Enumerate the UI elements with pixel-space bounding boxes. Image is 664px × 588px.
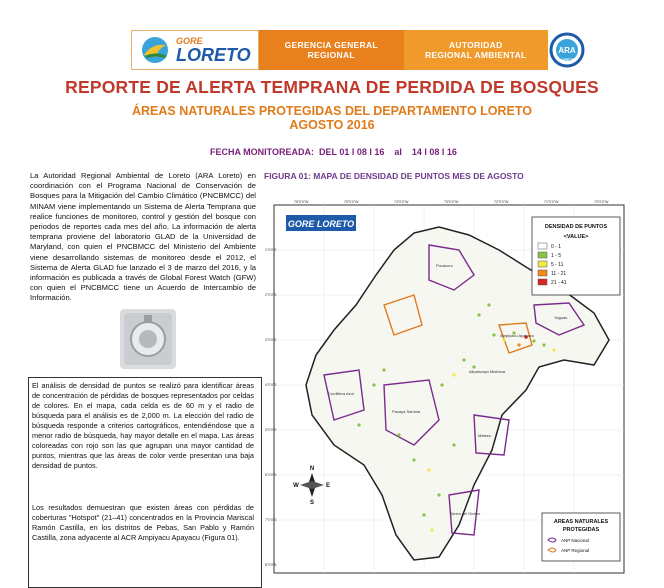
legend-label-4: 21 - 41 [551, 280, 567, 286]
legend-swatch-0 [538, 243, 547, 249]
legend-swatch-1 [538, 252, 547, 258]
legend-swatch-2 [538, 261, 547, 267]
bird-logo-icon [138, 35, 172, 65]
logo-top-text: GORE [176, 35, 203, 46]
place-label-1: Pucacuro [436, 263, 453, 268]
lat-label-1: 2°0'0"S [265, 293, 277, 297]
header-banner [131, 30, 586, 70]
ara-seal-icon [549, 32, 585, 68]
place-label-2: Pacaya Samiria [392, 409, 421, 414]
place-label-5: Allpahuayo Mishana [469, 369, 506, 374]
compass-w: W [293, 483, 299, 489]
lon-label-6: 70°0'0"W [594, 200, 609, 204]
place-label-6: Ampiyacu Apayacu [500, 333, 535, 338]
intro-paragraph: La Autoridad Regional Ambiental de Loreto (ARA Loreto) en coordinación con el Programa Nacional de Conservación de Bosques para la Mitigación del Cambio Climático (PNCBMCC) del MINAM viene implementando un Sistema de Alerta Temprana que realice funciones de monitoreo, control y gestión del bosque con periodos de reportes cada mes del año. La información de alerta temprana proviene del laboratorio GLAD de la Universidad de Maryland, con quien el PNCBMCC del Ministerio del Ambiente viene desarrollando sistemas de monitoreo desde el 2012, el Sistema de Alerta GLAD fue lanzado el 3 de marzo del 2016, y la información es publicada a través de Global Forest Watch (GFW) con quien el PNCBMCC tiene un Acuerdo de Intercambio de Información. [30, 171, 256, 303]
place-label-7: Cordillera Azul [328, 391, 354, 396]
anp-legend-title-2: PROTEGIDAS [562, 527, 600, 533]
analysis-paragraph: El análisis de densidad de puntos se realizó para identificar áreas de concentración de pérdidas de bosques representados por celdas de colores. En el mapa, cada celda es de 60 m y el radio de búsqueda para el análisis es de 2,000 m. La elección del radio de búsqueda responde a criterios cartográficos, entendiéndose que a menor radio de búsqueda, hay mayor detalle en el mapa. Las áreas coloreadas con rojo son las que agrupan una mayor cantidad de puntos, mientras que las áreas de color verde presentan una baja densidad de puntos. [32, 381, 254, 470]
legend-label-1: 1 - 5 [551, 253, 562, 259]
compass-e: E [325, 483, 331, 489]
lon-label-4: 72°0'0"W [494, 200, 509, 204]
logo-main-text: LORETO [176, 44, 251, 65]
lon-label-2: 74°0'0"W [394, 200, 409, 204]
density-map [264, 195, 632, 580]
lon-label-0: 76°0'0"W [294, 200, 309, 204]
subtitle-line1: ÁREAS NATURALES PROTEGIDAS DEL DEPARTAMENTO LORETO [131, 104, 533, 118]
legend-sub: <VALUE> [563, 234, 589, 240]
compass-s: S [309, 500, 315, 506]
anp-legend-title-1: AREAS NATURALES [553, 519, 609, 525]
lat-label-5: 6°0'0"S [265, 473, 277, 477]
legend-swatch-4 [538, 279, 547, 285]
subtitle-line2: AGOSTO 2016 [289, 118, 375, 132]
band-gerencia [259, 30, 404, 70]
place-label-3: Sierra del Divisor [450, 511, 481, 516]
band2-line2: REGIONAL AMBIENTAL [424, 50, 527, 60]
lon-label-1: 75°0'0"W [344, 200, 359, 204]
anp-legend [542, 513, 620, 561]
band1-line2: REGIONAL [307, 50, 355, 60]
monitoring-date: FECHA MONITOREADA: DEL 01 l 08 l 16 al 14 l 08 l 16 [210, 147, 457, 157]
ara-label: ARA [558, 46, 576, 55]
map-logo-text: GORE LORETO [287, 219, 355, 229]
figure-caption: FIGURA 01: MAPA DE DENSIDAD DE PUNTOS MES DE AGOSTO [264, 171, 524, 181]
lat-label-4: 5°0'0"S [265, 428, 277, 432]
lat-label-2: 3°0'0"S [265, 338, 277, 342]
lon-label-3: 73°0'0"W [444, 200, 459, 204]
place-label-4: Matses [478, 433, 491, 438]
sensor-image [120, 309, 176, 369]
report-subtitle [0, 104, 664, 132]
logo-text [176, 37, 251, 64]
ara-sub: LORETO [558, 57, 576, 62]
lon-label-5: 71°0'0"W [544, 200, 559, 204]
lat-label-7: 8°0'0"S [265, 563, 277, 567]
report-title: REPORTE DE ALERTA TEMPRANA DE PERDIDA DE BOSQUES [65, 77, 599, 97]
legend-label-0: 0 - 1 [551, 244, 562, 250]
density-legend [532, 217, 620, 295]
lat-label-0: 1°0'0"S [265, 248, 277, 252]
lat-label-3: 4°0'0"S [265, 383, 277, 387]
legend-swatch-3 [538, 270, 547, 276]
ara-logo [548, 30, 586, 70]
band2-line1: AUTORIDAD [448, 40, 503, 50]
compass-n: N [309, 466, 315, 472]
results-paragraph: Los resultados demuestran que existen áreas con pérdidas de coberturas "Hotspot" (21–41) concentrados en la Provincia Mariscal Ramón Castilla, en los distritos de Pebas, San Pablo y Ramón Castilla, zona adyacente al ACR Ampiyacu Apayacu (Figura 01). [32, 503, 254, 542]
legend-title: DENSIDAD DE PUNTOS [544, 224, 608, 230]
legend-label-2: 5 - 11 [551, 262, 564, 268]
gore-loreto-logo [131, 30, 259, 70]
anp-national-label: ANP Nacional [561, 538, 589, 543]
band-autoridad [404, 30, 549, 70]
anp-regional-label: ANP Regional [561, 548, 590, 553]
place-label-0: Yaguas [554, 315, 568, 320]
lat-label-6: 7°0'0"S [265, 518, 277, 522]
band1-line1: GERENCIA GENERAL [284, 40, 378, 50]
legend-label-3: 11 - 21 [551, 271, 567, 277]
satellite-sensor-icon [120, 309, 176, 369]
